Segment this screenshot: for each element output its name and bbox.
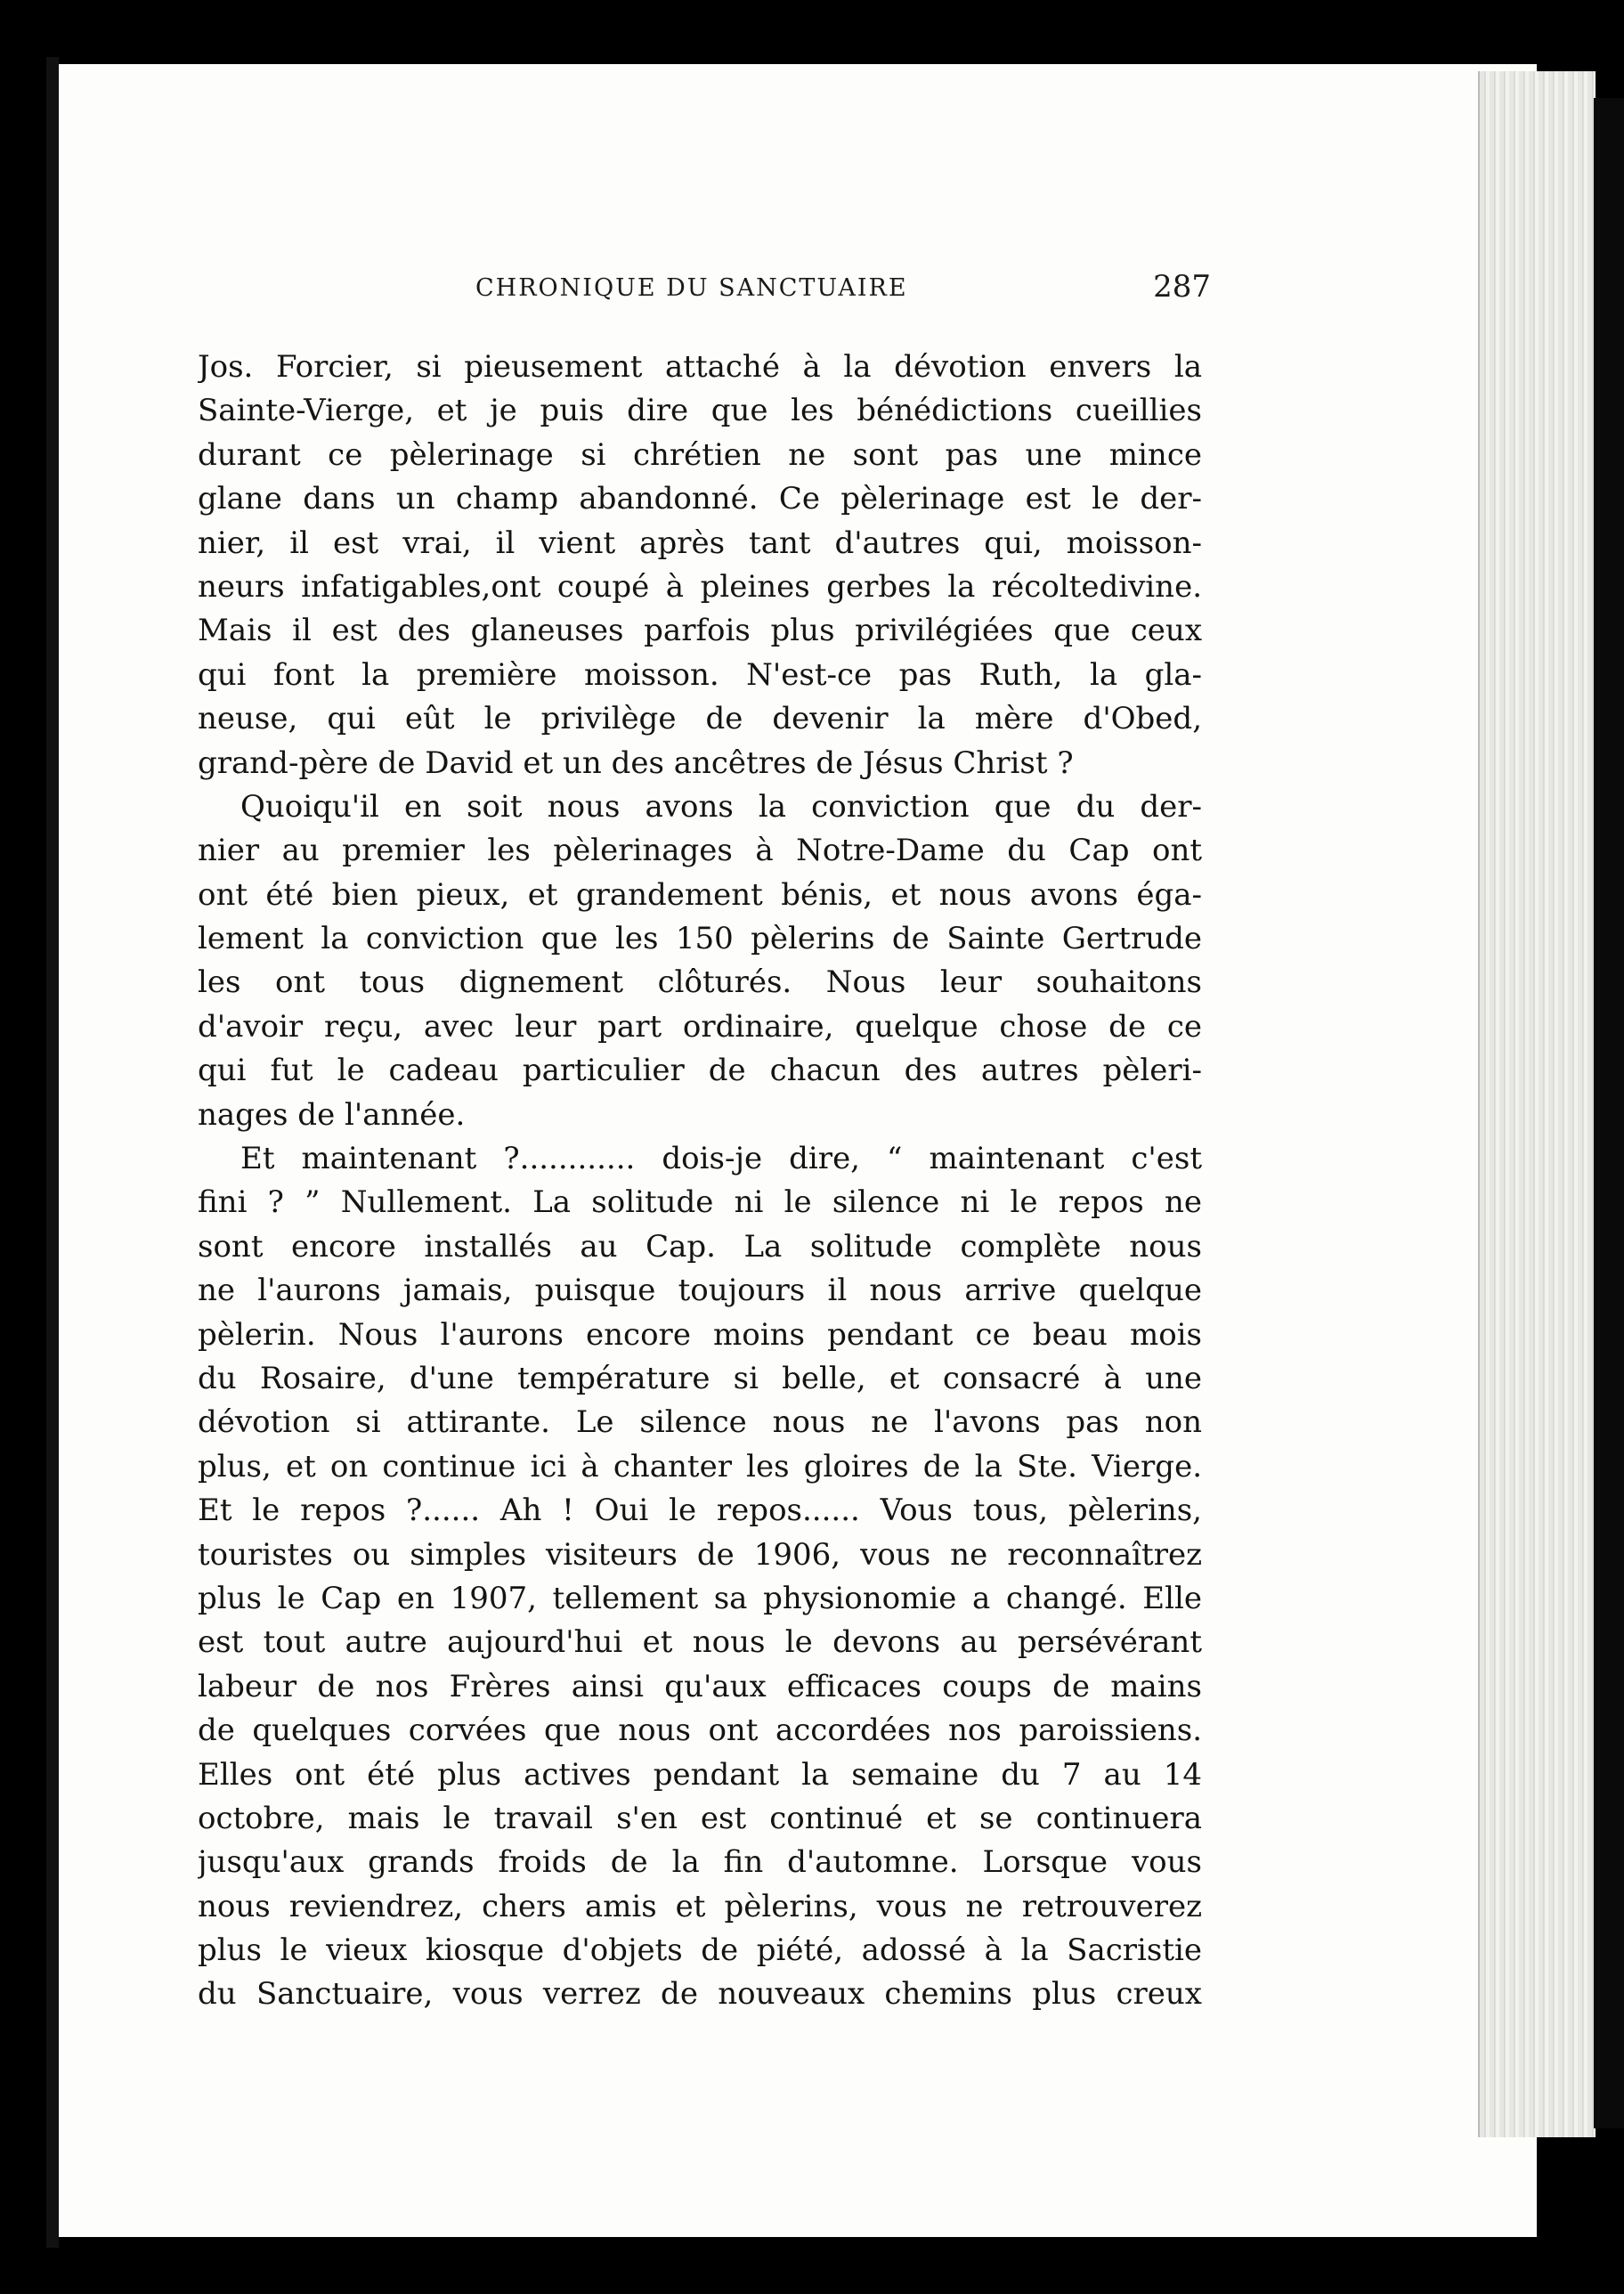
text-line: qui fut le cadeau particulier de chacun des autres pèleri- (198, 1053, 1202, 1089)
text-line: d'avoir reçu, avec leur part ordinaire, quelque chose de ce (198, 1008, 1202, 1045)
text-line: dévotion si attirante. Le silence nous ne l'avons pas non (198, 1404, 1202, 1441)
page-number: 287 (1153, 269, 1211, 305)
text-line: jusqu'aux grands froids de la fin d'automne. Lorsque vous (198, 1844, 1202, 1881)
running-head-title: CHRONIQUE DU SANCTUAIRE (475, 274, 908, 302)
text-line: neurs infatigables,ont coupé à pleines gerbes la récoltedivine. (198, 568, 1202, 605)
text-line: touristes ou simples visiteurs de 1906, vous ne reconnaîtrez (198, 1536, 1202, 1573)
text-line: plus, et on continue ici à chanter les gloires de la Ste. Vierge. (198, 1448, 1202, 1485)
page-edge-stack (1478, 71, 1596, 2137)
text-line: ont été bien pieux, et grandement bénis, et nous avons éga- (198, 876, 1202, 913)
text-line: sont encore installés au Cap. La solitude complète nous (198, 1228, 1202, 1265)
text-line: les ont tous dignement clôturés. Nous leur souhaitons (198, 964, 1202, 1001)
text-line: octobre, mais le travail s'en est continué et se continuera (198, 1800, 1202, 1836)
gutter-shadow (46, 57, 59, 2248)
scan-border-right (1594, 98, 1624, 2128)
text-line: de quelques corvées que nous ont accordées nos paroissiens. (198, 1712, 1202, 1749)
text-line: nages de l'année. (198, 1096, 466, 1133)
text-line: Mais il est des glaneuses parfois plus privilégiées que ceux (198, 613, 1202, 649)
text-line: Jos. Forcier, si pieusement attaché à la dévotion envers la (198, 349, 1202, 385)
text-line: fini ? ” Nullement. La solitude ni le silence ni le repos ne (198, 1184, 1202, 1221)
body-text (198, 346, 1202, 2017)
text-line: labeur de nos Frères ainsi qu'aux efficaces coups de mains (198, 1668, 1202, 1704)
text-line: Et le repos ?...... Ah ! Oui le repos...... Vous tous, pèlerins, (198, 1493, 1202, 1529)
text-line: lement la conviction que les 150 pèlerins de Sainte Gertrude (198, 921, 1202, 957)
text-line: du Sanctuaire, vous verrez de nouveaux chemins plus creux (198, 1976, 1202, 2013)
text-line: Et maintenant ?............ dois-je dire, “ maintenant c'est (240, 1141, 1202, 1177)
text-line: du Rosaire, d'une température si belle, et consacré à une (198, 1360, 1202, 1396)
text-line: nous reviendrez, chers amis et pèlerins, vous ne retrouverez (198, 1888, 1202, 1924)
text-line: est tout autre aujourd'hui et nous le devons au persévérant (198, 1624, 1202, 1661)
text-line: neuse, qui eût le privilège de devenir la mère d'Obed, (198, 701, 1202, 737)
text-line: glane dans un champ abandonné. Ce pèlerinage est le der- (198, 481, 1202, 517)
text-line: plus le Cap en 1907, tellement sa physionomie a changé. Elle (198, 1580, 1202, 1616)
text-line: pèlerin. Nous l'aurons encore moins pendant ce beau mois (198, 1316, 1202, 1353)
text-line: Quoiqu'il en soit nous avons la conviction que du der- (240, 788, 1202, 825)
text-line: durant ce pèlerinage si chrétien ne sont pas une mince (198, 436, 1202, 473)
text-line: nier au premier les pèlerinages à Notre-Dame du Cap ont (198, 833, 1202, 869)
text-line: Sainte-Vierge, et je puis dire que les bénédictions cueillies (198, 393, 1202, 429)
text-line: qui font la première moisson. N'est-ce pas Ruth, la gla- (198, 656, 1202, 693)
text-line: nier, il est vrai, il vient après tant d'autres qui, moisson- (198, 525, 1202, 561)
text-line: Elles ont été plus actives pendant la semaine du 7 au 14 (198, 1756, 1202, 1793)
running-head (249, 269, 1211, 308)
text-line: ne l'aurons jamais, puisque toujours il nous arrive quelque (198, 1273, 1202, 1309)
text-line: plus le vieux kiosque d'objets de piété, adossé à la Sacristie (198, 1932, 1202, 1969)
text-line: grand-père de David et un des ancêtres de Jésus Christ ? (198, 744, 1074, 781)
